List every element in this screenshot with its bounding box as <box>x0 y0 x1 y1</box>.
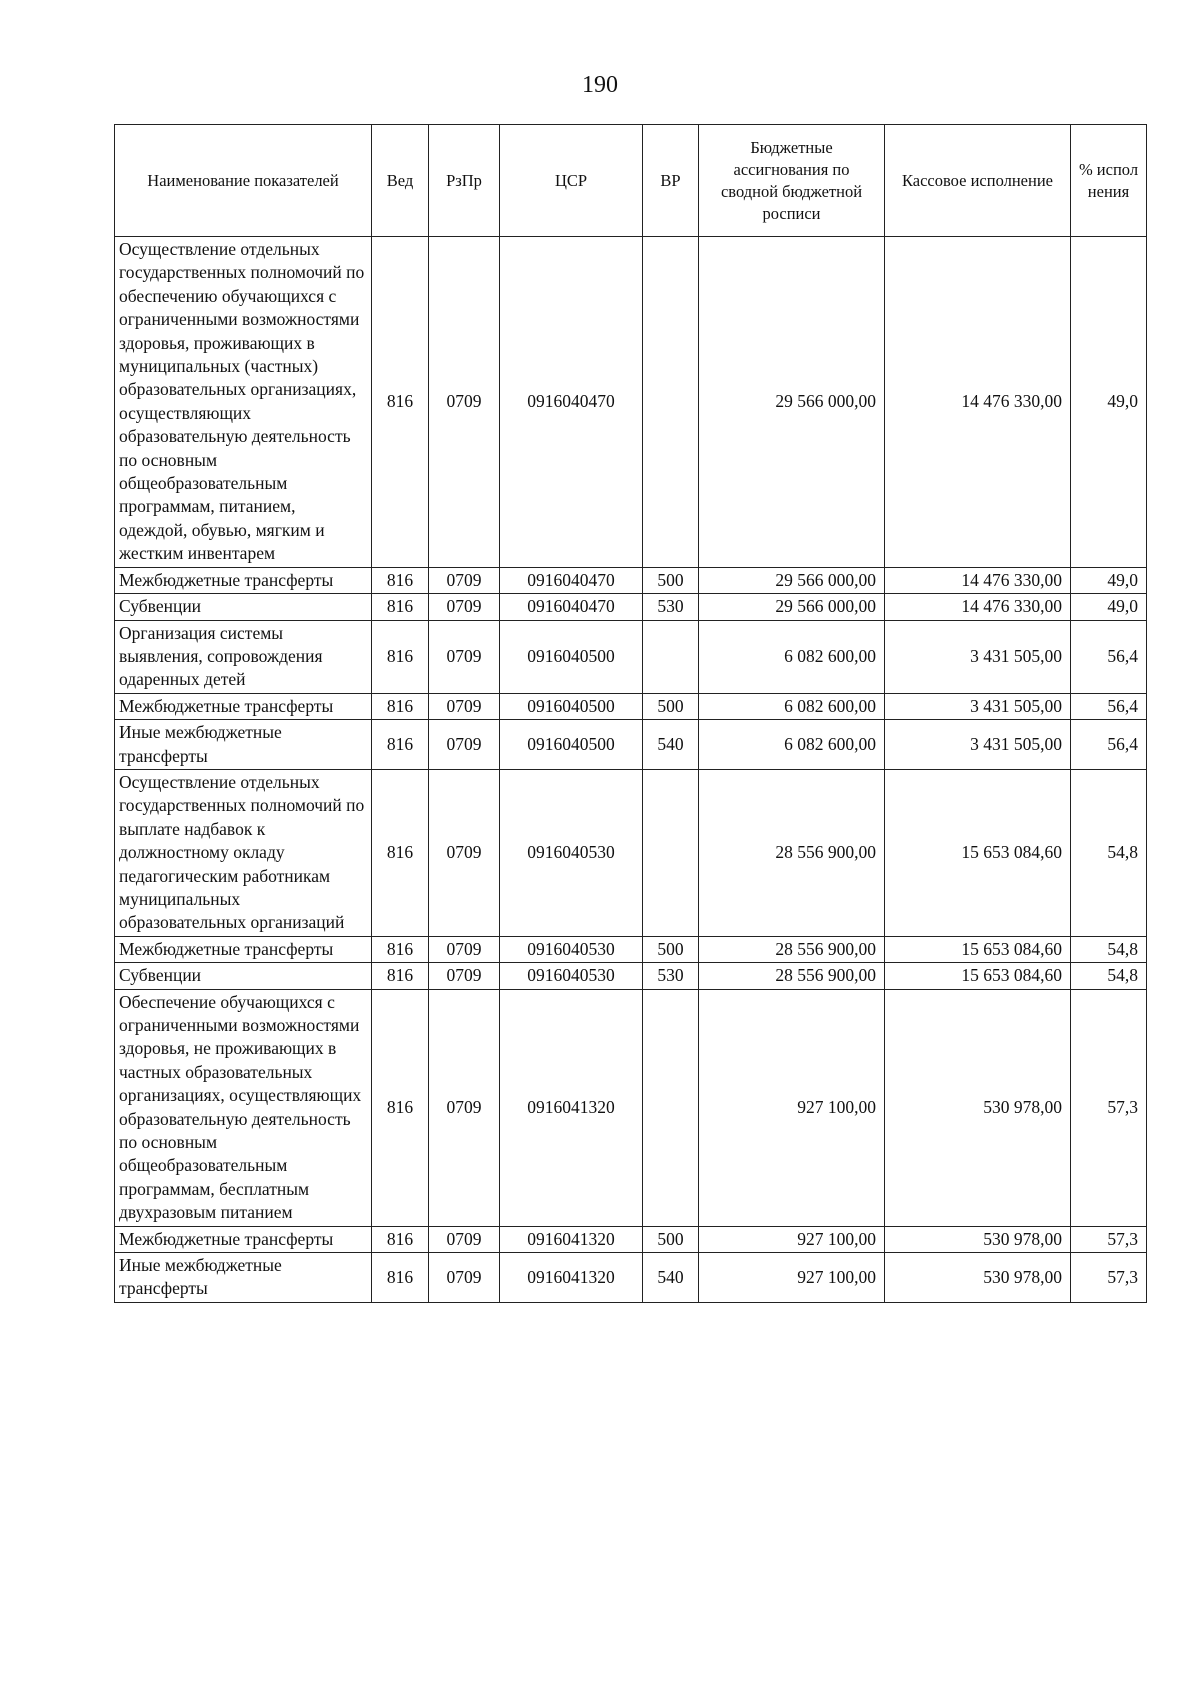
table-row <box>115 237 1147 568</box>
cell-ved: 816 <box>372 963 429 989</box>
cell-ved: 816 <box>372 989 429 1226</box>
cell-assignments: 29 566 000,00 <box>699 237 885 568</box>
cell-ved: 816 <box>372 1226 429 1252</box>
header-vr: ВР <box>643 125 699 237</box>
cell-cash-execution: 3 431 505,00 <box>885 620 1071 693</box>
cell-csr: 0916040470 <box>500 237 643 568</box>
cell-name: Межбюджетные трансферты <box>115 693 372 719</box>
cell-execution-percent: 49,0 <box>1071 237 1147 568</box>
cell-cash-execution: 530 978,00 <box>885 1253 1071 1303</box>
cell-name: Осуществление отдельных государственных полномочий по выплате надбавок к должностному окладу педагогическим работникам муниципальных образовательных организаций <box>115 769 372 936</box>
cell-name: Иные межбюджетные трансферты <box>115 1253 372 1303</box>
cell-rzpr: 0709 <box>429 769 500 936</box>
cell-rzpr: 0709 <box>429 963 500 989</box>
cell-cash-execution: 15 653 084,60 <box>885 936 1071 962</box>
cell-rzpr: 0709 <box>429 1253 500 1303</box>
cell-vr: 500 <box>643 567 699 593</box>
cell-assignments: 927 100,00 <box>699 1226 885 1252</box>
cell-name: Обеспечение обучающихся с ограниченными возможностями здоровья, не проживающих в частных образовательных организациях, осуществляющих образовательную деятельность по основным общеобразовательным программам, бесплатным двухразовым питанием <box>115 989 372 1226</box>
cell-csr: 0916040470 <box>500 594 643 620</box>
cell-assignments: 927 100,00 <box>699 1253 885 1303</box>
cell-execution-percent: 56,4 <box>1071 693 1147 719</box>
cell-rzpr: 0709 <box>429 693 500 719</box>
cell-vr <box>643 620 699 693</box>
cell-csr: 0916040530 <box>500 936 643 962</box>
cell-assignments: 6 082 600,00 <box>699 720 885 770</box>
cell-ved: 816 <box>372 567 429 593</box>
cell-ved: 816 <box>372 237 429 568</box>
cell-csr: 0916040470 <box>500 567 643 593</box>
cell-rzpr: 0709 <box>429 720 500 770</box>
cell-cash-execution: 14 476 330,00 <box>885 237 1071 568</box>
cell-execution-percent: 57,3 <box>1071 1253 1147 1303</box>
cell-vr: 500 <box>643 936 699 962</box>
cell-cash-execution: 530 978,00 <box>885 989 1071 1226</box>
cell-name: Межбюджетные трансферты <box>115 1226 372 1252</box>
cell-execution-percent: 57,3 <box>1071 1226 1147 1252</box>
header-csr: ЦСР <box>500 125 643 237</box>
cell-vr <box>643 989 699 1226</box>
cell-rzpr: 0709 <box>429 567 500 593</box>
table-row <box>115 720 1147 770</box>
cell-csr: 0916040500 <box>500 720 643 770</box>
cell-cash-execution: 3 431 505,00 <box>885 720 1071 770</box>
cell-assignments: 28 556 900,00 <box>699 769 885 936</box>
cell-vr: 540 <box>643 1253 699 1303</box>
table-row <box>115 693 1147 719</box>
cell-ved: 816 <box>372 620 429 693</box>
cell-execution-percent: 57,3 <box>1071 989 1147 1226</box>
budget-execution-table <box>114 124 1147 1303</box>
table-row <box>115 567 1147 593</box>
cell-rzpr: 0709 <box>429 594 500 620</box>
table-row <box>115 989 1147 1226</box>
cell-execution-percent: 56,4 <box>1071 720 1147 770</box>
cell-rzpr: 0709 <box>429 237 500 568</box>
cell-vr: 500 <box>643 1226 699 1252</box>
cell-assignments: 28 556 900,00 <box>699 936 885 962</box>
table-header-row <box>115 125 1147 237</box>
cell-ved: 816 <box>372 693 429 719</box>
cell-name: Иные межбюджетные трансферты <box>115 720 372 770</box>
table-row <box>115 936 1147 962</box>
cell-cash-execution: 15 653 084,60 <box>885 963 1071 989</box>
cell-assignments: 29 566 000,00 <box>699 567 885 593</box>
cell-cash-execution: 14 476 330,00 <box>885 567 1071 593</box>
cell-vr: 540 <box>643 720 699 770</box>
cell-assignments: 29 566 000,00 <box>699 594 885 620</box>
cell-execution-percent: 56,4 <box>1071 620 1147 693</box>
cell-assignments: 28 556 900,00 <box>699 963 885 989</box>
cell-vr <box>643 769 699 936</box>
cell-vr: 530 <box>643 594 699 620</box>
cell-csr: 0916040500 <box>500 693 643 719</box>
cell-rzpr: 0709 <box>429 620 500 693</box>
cell-csr: 0916041320 <box>500 989 643 1226</box>
cell-rzpr: 0709 <box>429 989 500 1226</box>
cell-assignments: 6 082 600,00 <box>699 620 885 693</box>
header-rzpr: РзПр <box>429 125 500 237</box>
cell-csr: 0916041320 <box>500 1253 643 1303</box>
table-row <box>115 594 1147 620</box>
table-row <box>115 1226 1147 1252</box>
cell-name: Организация системы выявления, сопровождения одаренных детей <box>115 620 372 693</box>
table-row <box>115 620 1147 693</box>
cell-rzpr: 0709 <box>429 1226 500 1252</box>
header-assignments: Бюджетные ассигнования по сводной бюджетной росписи <box>699 125 885 237</box>
cell-vr: 530 <box>643 963 699 989</box>
cell-assignments: 927 100,00 <box>699 989 885 1226</box>
table-row <box>115 963 1147 989</box>
cell-ved: 816 <box>372 720 429 770</box>
cell-csr: 0916040500 <box>500 620 643 693</box>
cell-execution-percent: 49,0 <box>1071 594 1147 620</box>
cell-vr <box>643 237 699 568</box>
cell-vr: 500 <box>643 693 699 719</box>
cell-ved: 816 <box>372 1253 429 1303</box>
page-number: 190 <box>582 72 618 98</box>
cell-cash-execution: 14 476 330,00 <box>885 594 1071 620</box>
cell-csr: 0916041320 <box>500 1226 643 1252</box>
cell-execution-percent: 54,8 <box>1071 769 1147 936</box>
cell-name: Субвенции <box>115 963 372 989</box>
header-execution-percent: % испол нения <box>1071 125 1147 237</box>
cell-rzpr: 0709 <box>429 936 500 962</box>
cell-name: Межбюджетные трансферты <box>115 567 372 593</box>
header-name: Наименование показателей <box>115 125 372 237</box>
cell-csr: 0916040530 <box>500 769 643 936</box>
cell-ved: 816 <box>372 936 429 962</box>
cell-execution-percent: 49,0 <box>1071 567 1147 593</box>
table-body <box>115 237 1147 1303</box>
cell-assignments: 6 082 600,00 <box>699 693 885 719</box>
cell-name: Осуществление отдельных государственных полномочий по обеспечению обучающихся с ограниченными возможностями здоровья, проживающих в муниципальных (частных) образовательных организациях, осуществляющих образовательную деятельность по основным общеобразовательным программам, питанием, одеждой, обувью, мягким и жестким инвентарем <box>115 237 372 568</box>
header-cash-execution: Кассовое исполнение <box>885 125 1071 237</box>
cell-ved: 816 <box>372 594 429 620</box>
cell-name: Субвенции <box>115 594 372 620</box>
cell-csr: 0916040530 <box>500 963 643 989</box>
cell-cash-execution: 15 653 084,60 <box>885 769 1071 936</box>
cell-cash-execution: 3 431 505,00 <box>885 693 1071 719</box>
table-row <box>115 1253 1147 1303</box>
cell-execution-percent: 54,8 <box>1071 936 1147 962</box>
cell-ved: 816 <box>372 769 429 936</box>
cell-name: Межбюджетные трансферты <box>115 936 372 962</box>
header-ved: Вед <box>372 125 429 237</box>
cell-execution-percent: 54,8 <box>1071 963 1147 989</box>
cell-cash-execution: 530 978,00 <box>885 1226 1071 1252</box>
table-row <box>115 769 1147 936</box>
